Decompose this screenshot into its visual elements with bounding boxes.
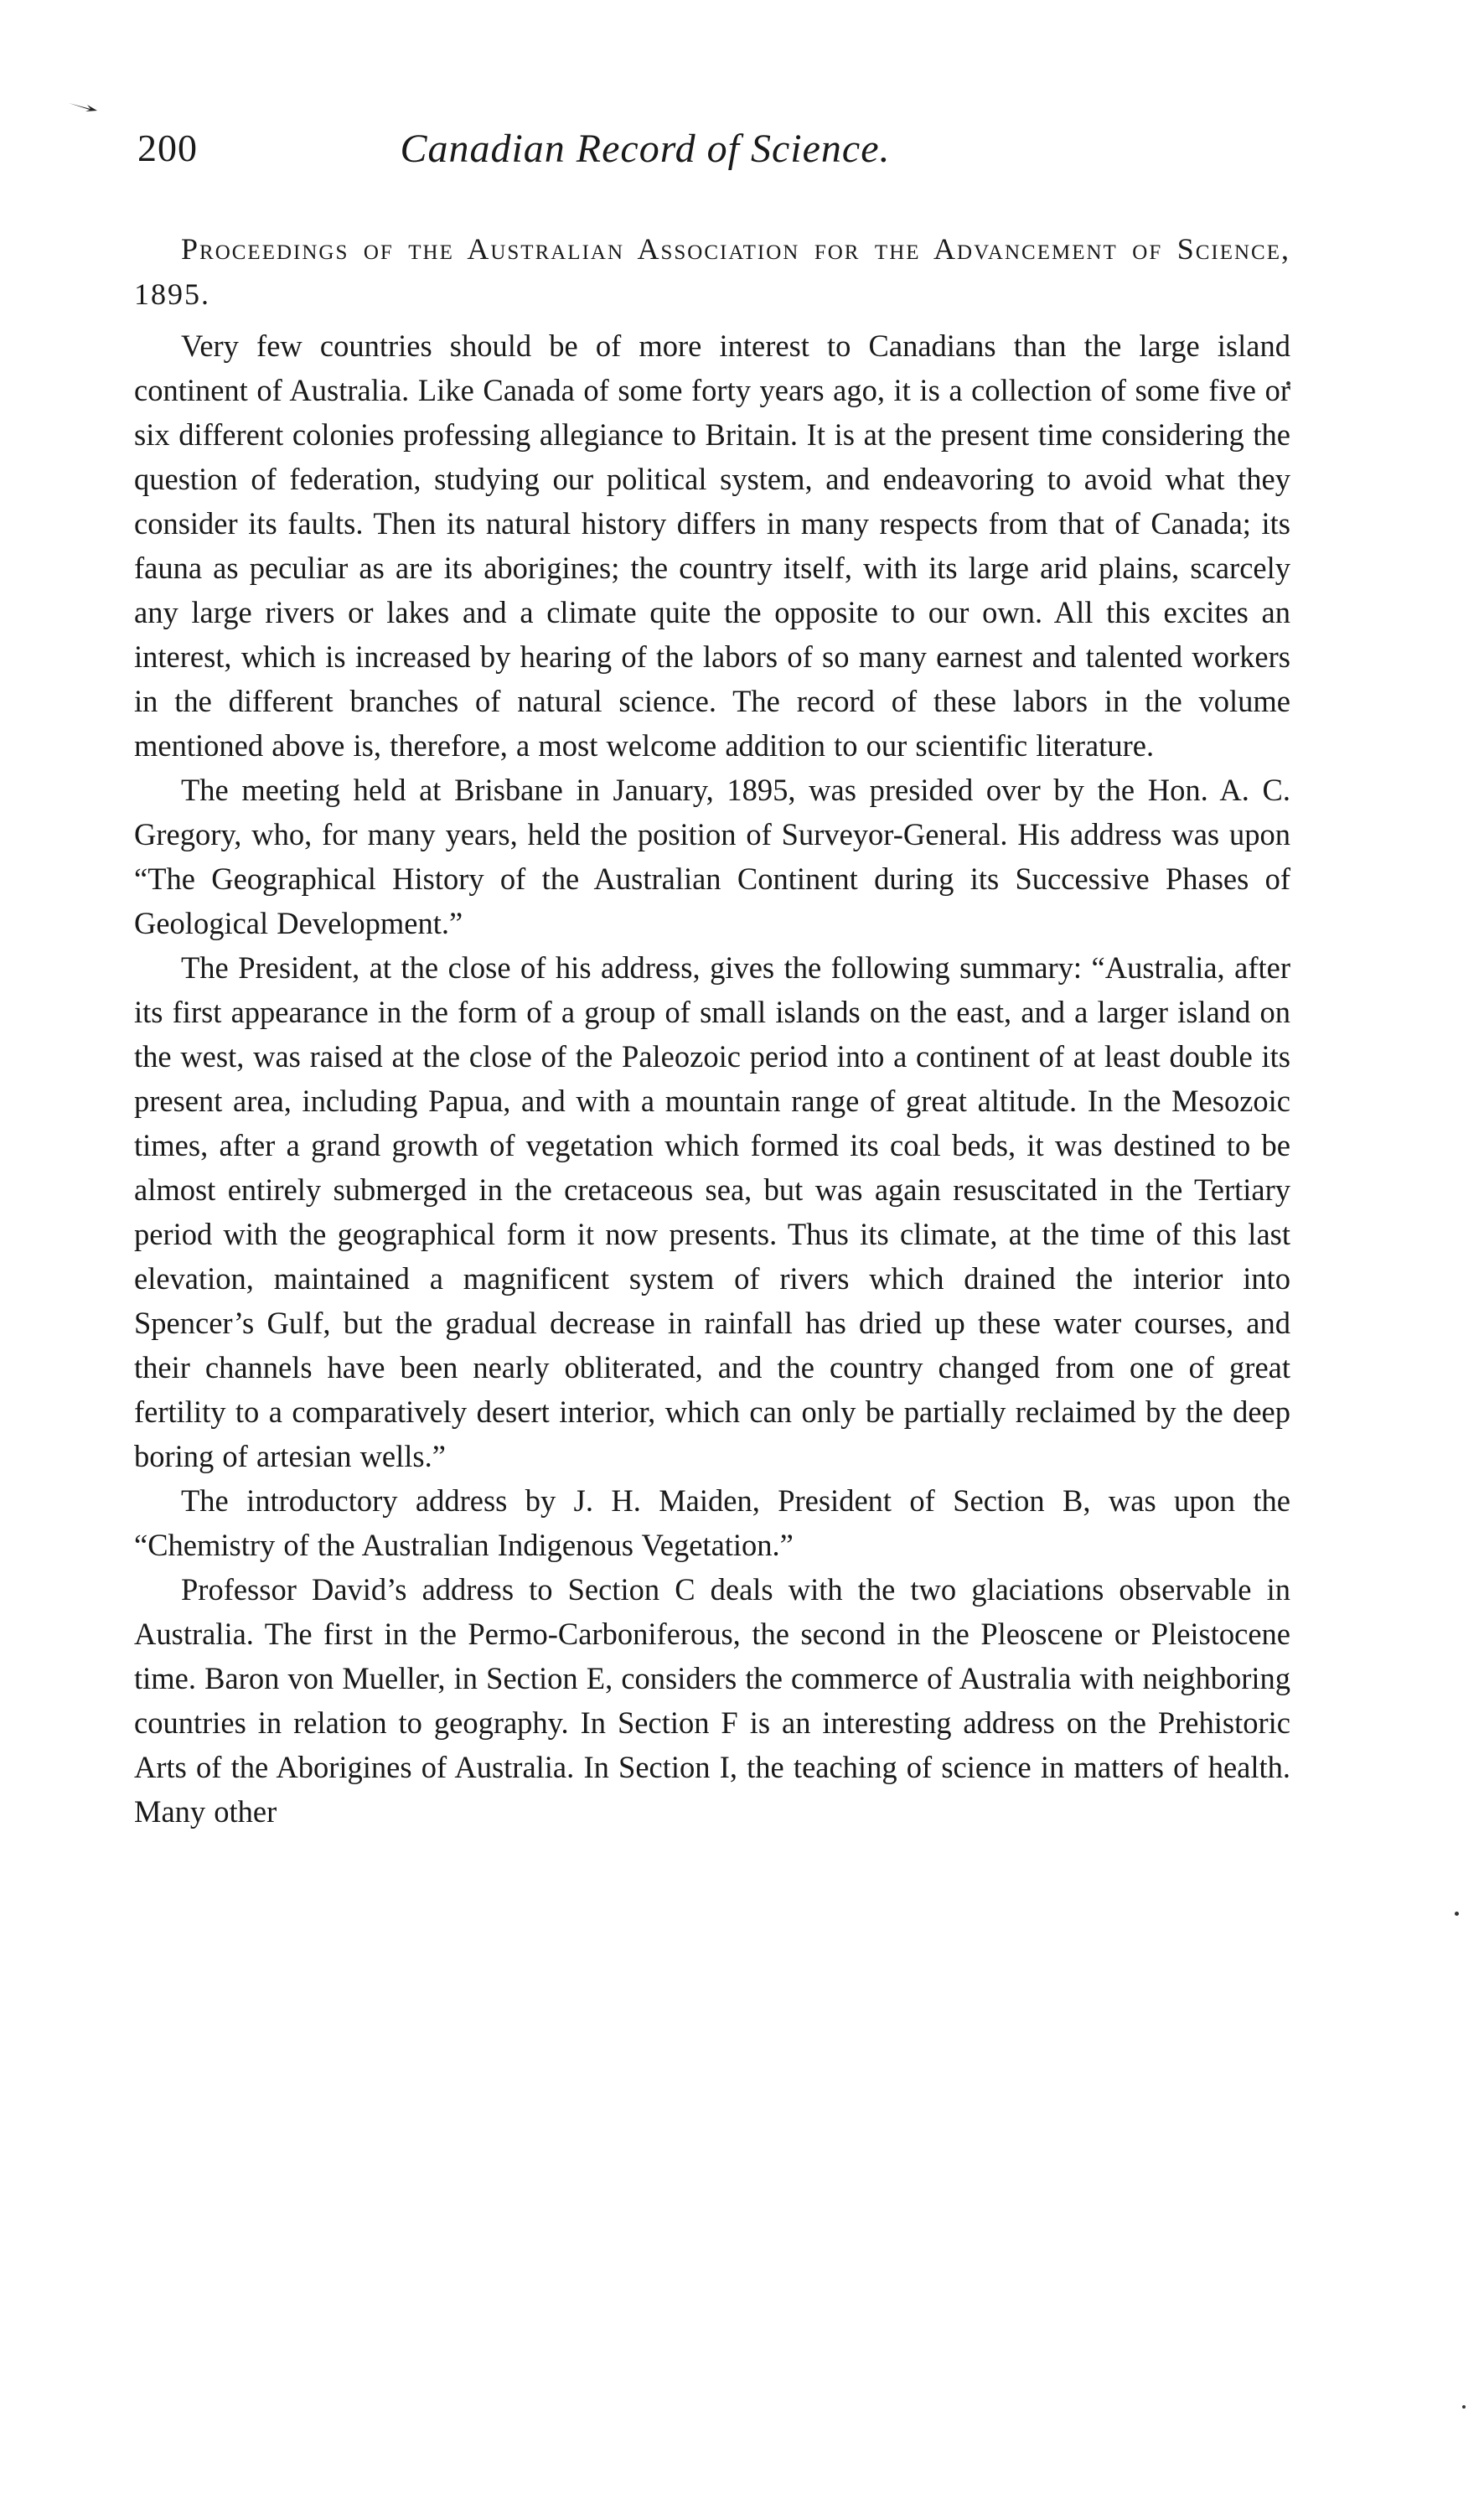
paragraph-3: The President, at the close of his address, gives the following summary: “Australia, after its first appearance in the form of a group of small islands on the east, and a larger island on the west, was raised at the close of the Paleozoic period into a continent of at least double its present area, including Papua, and with a mountain range of great altitude. In the Mesozoic times, after a grand growth of vegetation which formed its coal beds, it was destined to be almost entirely submerged in the cretaceous sea, but was again resuscitated in the Tertiary period with the geographical form it now presents. Thus its climate, at the time of this last elevation, maintained a magnificent system of rivers which drained the interior into Spencer’s Gulf, but the gradual decrease in rainfall has dried up these water courses, and their channels have been nearly obliterated, and the country changed from one of great fertility to a comparatively desert interior, which can only be partially reclaimed by the deep boring of artesian wells.” [134, 950, 1290, 1473]
article-heading: Proceedings of the Australian Association for the Advancement of Science, 1895. [134, 232, 1290, 311]
margin-dot-mark [1462, 2405, 1466, 2409]
paragraph-2: The meeting held at Brisbane in January, 1895, was presided over by the Hon. A. C. Gregory, who, for many years, held the position of Surveyor-General. His address was upon “The Geographical History of the Australian Continent during its Successive Phases of Geological Development.” [134, 773, 1290, 940]
paragraph-1: Very few countries should be of more interest to Canadians than the large island continent of Australia. Like Canada of some forty years ago, it is a collection of some five or six different colonies professing allegiance to Britain. It is at the present time considering the question of federation, studying our political system, and endeavoring to avoid what they consider its faults. Then its natural history differs in many respects from that of Canada; its fauna as peculiar as are its aborigines; the country itself, with its large arid plains, scarcely any large rivers or lakes and a climate quite the opposite to our own. All this excites an interest, which is increased by hearing of the labors of so many earnest and talented workers in the different branches of natural science. The record of these labors in the volume mentioned above is, therefore, a most welcome addition to our scientific literature. [134, 329, 1290, 763]
paragraph-5: Professor David’s address to Section C deals with the two glaciations observable in Australia. The first in the Permo-Carboniferous, the second in the Pleoscene or Pleistocene time. Baron von Mueller, in Section E, considers the commerce of Australia with neighboring countries in relation to geography. In Section F is an interesting address on the Prehistoric Arts of the Aborigines of Australia. In Section I, the teaching of science in matters of health. Many other [134, 1572, 1290, 1829]
margin-arrow-mark [69, 102, 97, 112]
running-head [134, 126, 1290, 193]
journal-title: Canadian Record of Science. [400, 127, 891, 171]
paragraph-4: The introductory address by J. H. Maiden, President of Section B, was upon the “Chemistry of the Australian Indigenous Vegetation.” [134, 1483, 1290, 1562]
page-number: 200 [137, 127, 198, 169]
margin-dot-mark [1455, 1912, 1459, 1916]
document-page [134, 126, 1290, 1834]
